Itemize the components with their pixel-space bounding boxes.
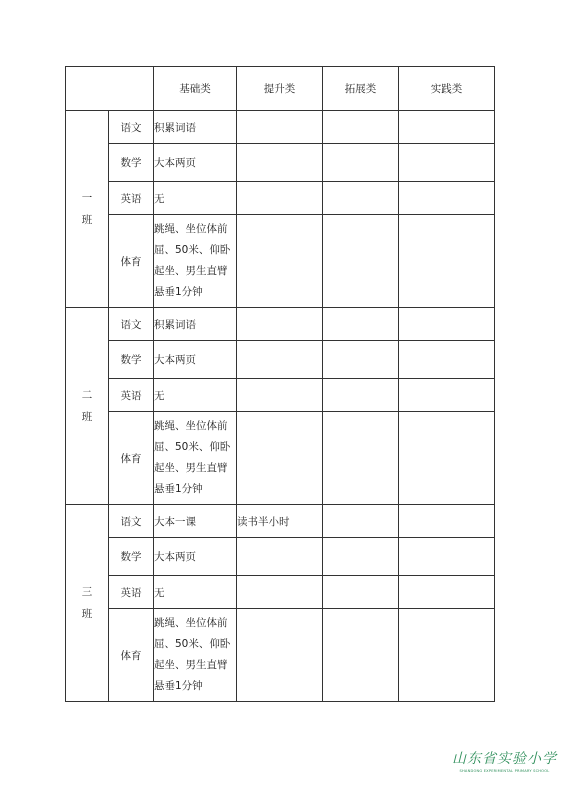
class-name-char: 班 [81,608,93,620]
practice-task-cell [399,182,495,215]
table-row [66,505,495,538]
subject-cell: 语文 [109,308,154,341]
table-row [66,144,495,182]
improve-task-cell [237,538,323,576]
basic-task-cell: 积累词语 [154,111,237,144]
table-row [66,308,495,341]
extend-task-cell [323,308,399,341]
logo-chinese-name: 山东省实验小学 [452,751,557,767]
table-row [66,538,495,576]
class-name-char: 班 [81,411,93,423]
subject-cell: 体育 [109,412,154,505]
extend-task-cell [323,215,399,308]
extend-task-cell [323,341,399,379]
class-name-char: 班 [81,214,93,226]
practice-task-cell [399,412,495,505]
homework-table [65,66,495,702]
subject-cell: 英语 [109,379,154,412]
basic-task-cell: 无 [154,379,237,412]
header-corner-cell [66,67,154,111]
table-row [66,341,495,379]
subject-cell: 数学 [109,538,154,576]
class-name-char: 二 [81,389,93,401]
subject-cell: 体育 [109,215,154,308]
practice-task-cell [399,215,495,308]
improve-task-cell [237,341,323,379]
header-improve: 提升类 [237,67,323,111]
practice-task-cell [399,341,495,379]
subject-cell: 数学 [109,341,154,379]
class-name-cell [66,111,109,308]
class-name-cell [66,505,109,702]
basic-task-cell: 大本两页 [154,144,237,182]
practice-task-cell [399,505,495,538]
subject-cell: 英语 [109,576,154,609]
extend-task-cell [323,505,399,538]
basic-task-cell: 无 [154,182,237,215]
extend-task-cell [323,111,399,144]
header-row [66,67,495,111]
practice-task-cell [399,308,495,341]
logo-english-name: SHANDONG EXPERIMENTAL PRIMARY SCHOOL [459,769,550,773]
extend-task-cell [323,144,399,182]
header-practice: 实践类 [399,67,495,111]
basic-task-cell: 跳绳、坐位体前屈、50米、仰卧起坐、男生直臂悬垂1分钟 [154,412,237,505]
extend-task-cell [323,379,399,412]
subject-cell: 语文 [109,111,154,144]
improve-task-cell [237,308,323,341]
improve-task-cell [237,182,323,215]
class-name-char: 一 [81,192,93,204]
subject-cell: 数学 [109,144,154,182]
table-row [66,111,495,144]
class-name-char: 三 [81,586,93,598]
subject-cell: 体育 [109,609,154,702]
basic-task-cell: 跳绳、坐位体前屈、50米、仰卧起坐、男生直臂悬垂1分钟 [154,609,237,702]
header-basic: 基础类 [154,67,237,111]
practice-task-cell [399,144,495,182]
improve-task-cell [237,576,323,609]
extend-task-cell [323,576,399,609]
extend-task-cell [323,182,399,215]
table-row [66,215,495,308]
improve-task-cell [237,609,323,702]
extend-task-cell [323,538,399,576]
table-row [66,182,495,215]
practice-task-cell [399,379,495,412]
basic-task-cell: 大本一课 [154,505,237,538]
practice-task-cell [399,576,495,609]
table-row [66,412,495,505]
improve-task-cell [237,144,323,182]
basic-task-cell: 无 [154,576,237,609]
extend-task-cell [323,412,399,505]
extend-task-cell [323,609,399,702]
basic-task-cell: 积累词语 [154,308,237,341]
table-row [66,576,495,609]
practice-task-cell [399,609,495,702]
basic-task-cell: 大本两页 [154,341,237,379]
practice-task-cell [399,111,495,144]
school-logo [452,748,557,773]
improve-task-cell [237,412,323,505]
table-row [66,379,495,412]
improve-task-cell [237,215,323,308]
improve-task-cell: 读书半小时 [237,505,323,538]
basic-task-cell: 大本两页 [154,538,237,576]
table-row [66,609,495,702]
subject-cell: 英语 [109,182,154,215]
subject-cell: 语文 [109,505,154,538]
basic-task-cell: 跳绳、坐位体前屈、50米、仰卧起坐、男生直臂悬垂1分钟 [154,215,237,308]
class-name-cell [66,308,109,505]
header-extend: 拓展类 [323,67,399,111]
improve-task-cell [237,379,323,412]
practice-task-cell [399,538,495,576]
improve-task-cell [237,111,323,144]
